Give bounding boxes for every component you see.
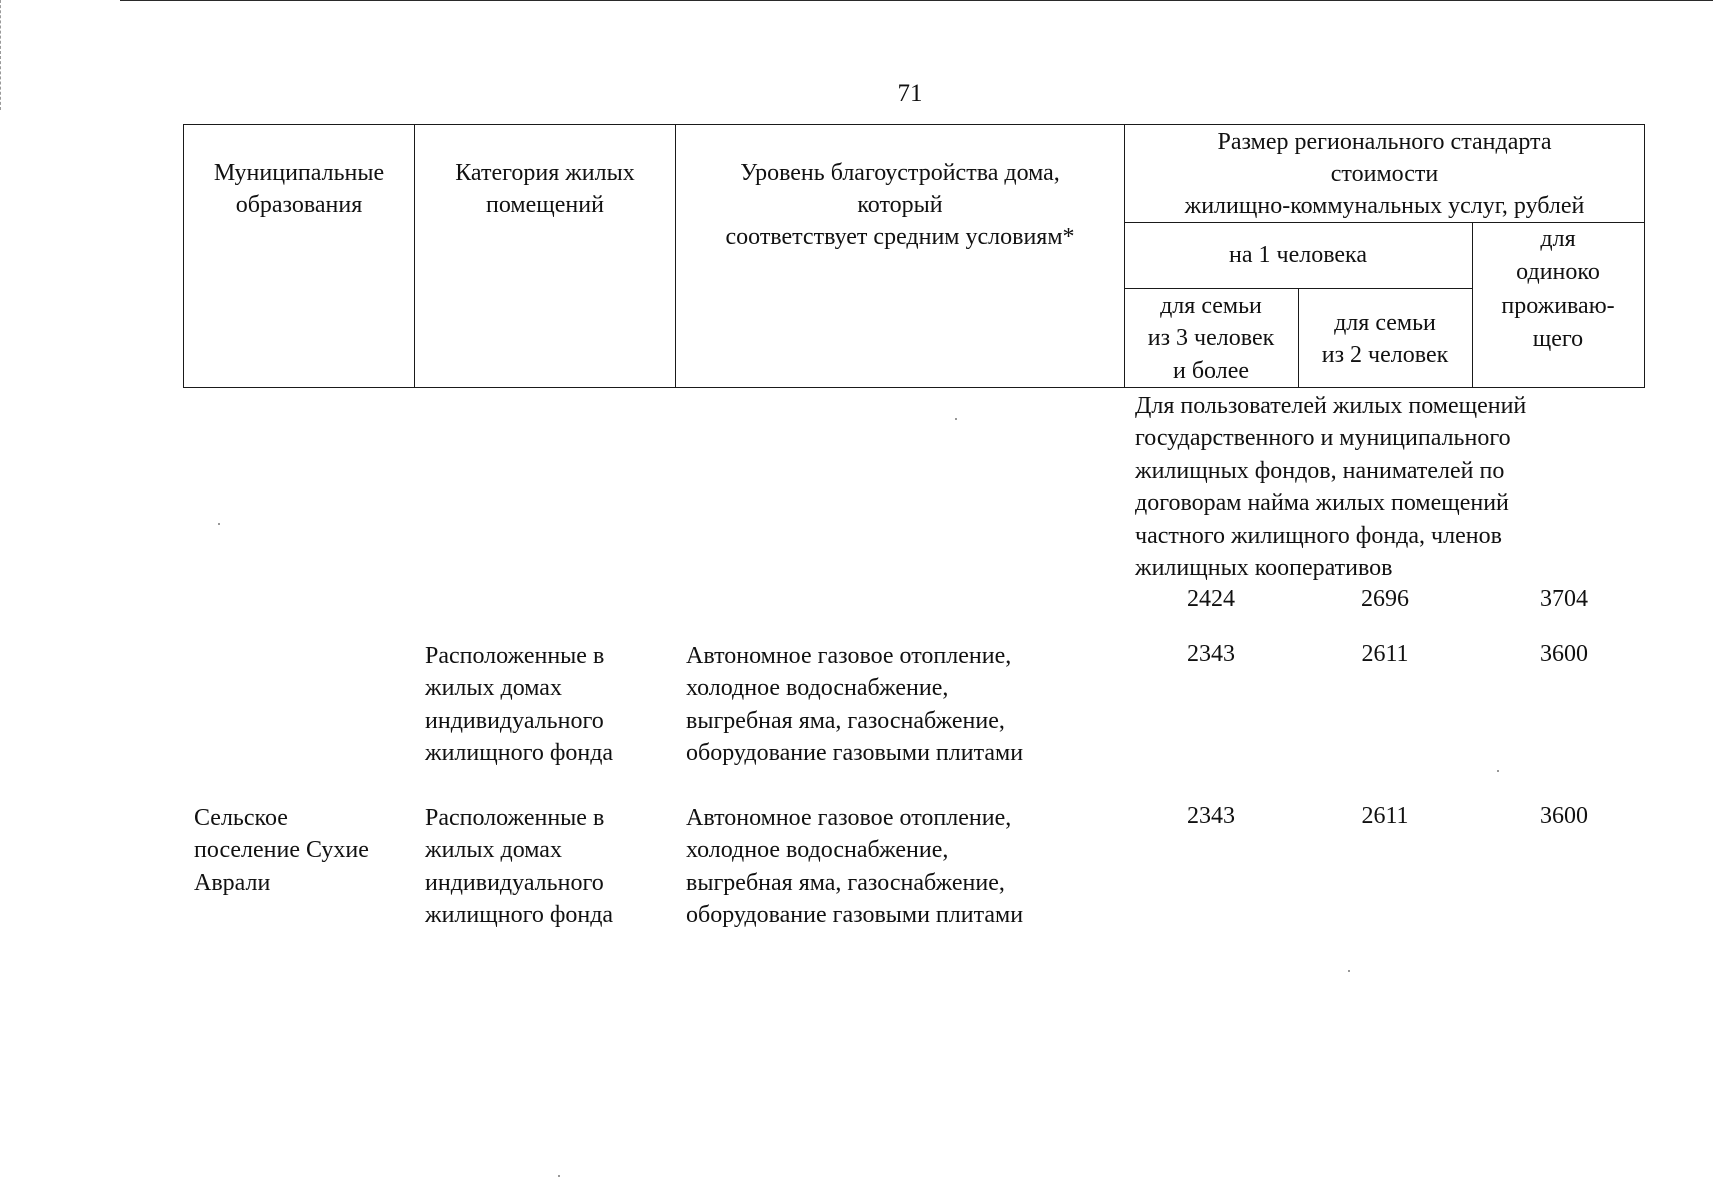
value-family-3: 2343 xyxy=(1187,641,1235,667)
value-single: 3600 xyxy=(1540,641,1588,667)
value-family-2: 2611 xyxy=(1361,641,1409,667)
scan-left-edge xyxy=(0,0,1,110)
page-number: 71 xyxy=(897,80,923,107)
value-single: 3600 xyxy=(1540,803,1588,829)
header-per-person: на 1 человека xyxy=(1229,242,1367,268)
scan-top-edge xyxy=(120,0,1713,1)
value-single: 3704 xyxy=(1540,586,1588,612)
value-family-2: 2696 xyxy=(1361,586,1409,612)
value-family-3: 2424 xyxy=(1187,586,1235,612)
value-family-3: 2343 xyxy=(1187,803,1235,829)
value-family-2: 2611 xyxy=(1361,803,1409,829)
